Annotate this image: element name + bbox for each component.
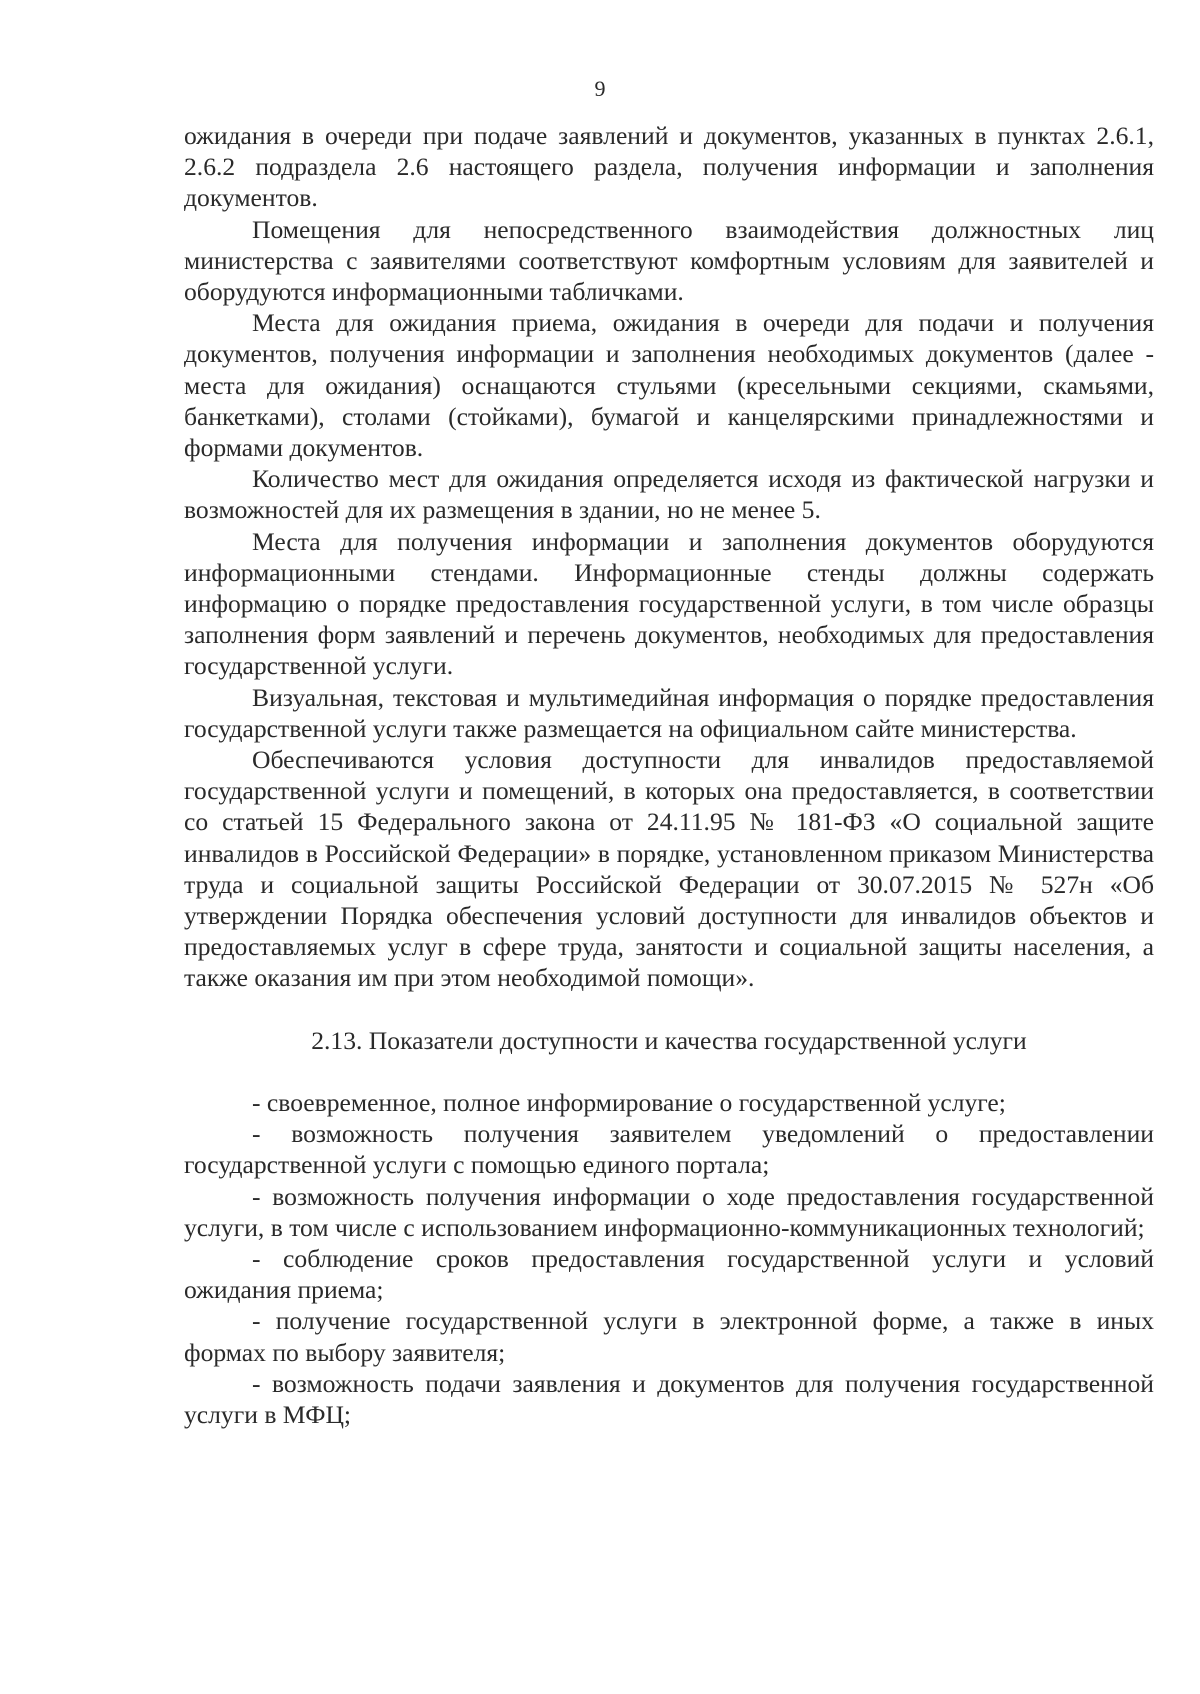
section-heading: 2.13. Показатели доступности и качества государственной услуги — [311, 1025, 1027, 1055]
list-item: - соблюдение сроков предоставления государственной услуги и условий ожидания приема; — [184, 1243, 1154, 1305]
list-item: - возможность получения информации о ходе предоставления государственной услуги, в том числе с использованием информационно-коммуникационных технологий; — [184, 1181, 1154, 1242]
list-item: - своевременное, полное информирование о государственной услуге; — [252, 1087, 1006, 1117]
paragraph: Визуальная, текстовая и мультимедийная информация о порядке предоставления государственной услуги также размещается на официальном сайте министерства. — [184, 682, 1154, 743]
paragraph: Количество мест для ожидания определяется исходя из фактической нагрузки и возможностей для их размещения в здании, но не менее 5. — [184, 464, 1154, 525]
list-item: - возможность подачи заявления и документов для получения государственной услуги в МФЦ; — [184, 1368, 1154, 1429]
document-body — [184, 120, 1154, 1430]
paragraph: Помещения для непосредственного взаимодействия должностных лиц министерства с заявителями соответствуют комфортным условиям для заявителей и оборудуются информационными табличками. — [184, 214, 1154, 307]
paragraph: Обеспечиваются условия доступности для инвалидов предоставляемой государственной услуги и помещений, в которых она предоставляется, в соответствии со статьей 15 Федерального закона от 24.11.95 № 181-ФЗ «О социальной защите инвалидов в Российской Федерации» в порядке, установленном приказом Министерства труда и социальной защиты Российской Федерации от 30.07.2015 № 527н «Об утверждении Порядка обеспечения условий доступности для инвалидов объектов и предоставляемых услуг в сфере труда, занятости и социальной защиты населения, а также оказания им при этом необходимой помощи». — [184, 745, 1154, 993]
paragraph-continuation: ожидания в очереди при подаче заявлений и документов, указанных в пунктах 2.6.1, 2.6.2 подраздела 2.6 настоящего раздела, получения информации и заполнения документов. — [184, 121, 1154, 213]
list-item: - получение государственной услуги в электронной форме, а также в иных формах по выбору заявителя; — [184, 1306, 1154, 1367]
paragraph: Места для получения информации и заполнения документов оборудуются информационными стендами. Информационные стенды должны содержать информацию о порядке предоставления государственной услуги, в том числе образцы заполнения форм заявлений и перечень документов, необходимых для предоставления государственной услуги. — [184, 526, 1154, 681]
list-item: - возможность получения заявителем уведомлений о предоставлении государственной услуги с помощью единого портала; — [184, 1119, 1154, 1180]
page-number: 9 — [594, 76, 606, 101]
paragraph: Места для ожидания приема, ожидания в очереди для подачи и получения документов, получения информации и заполнения необходимых документов (далее - места для ожидания) оснащаются стульями (кресельными секциями, скамьями, банкетками), столами (стойками), бумагой и канцелярскими принадлежностями и формами документов. — [184, 308, 1154, 463]
